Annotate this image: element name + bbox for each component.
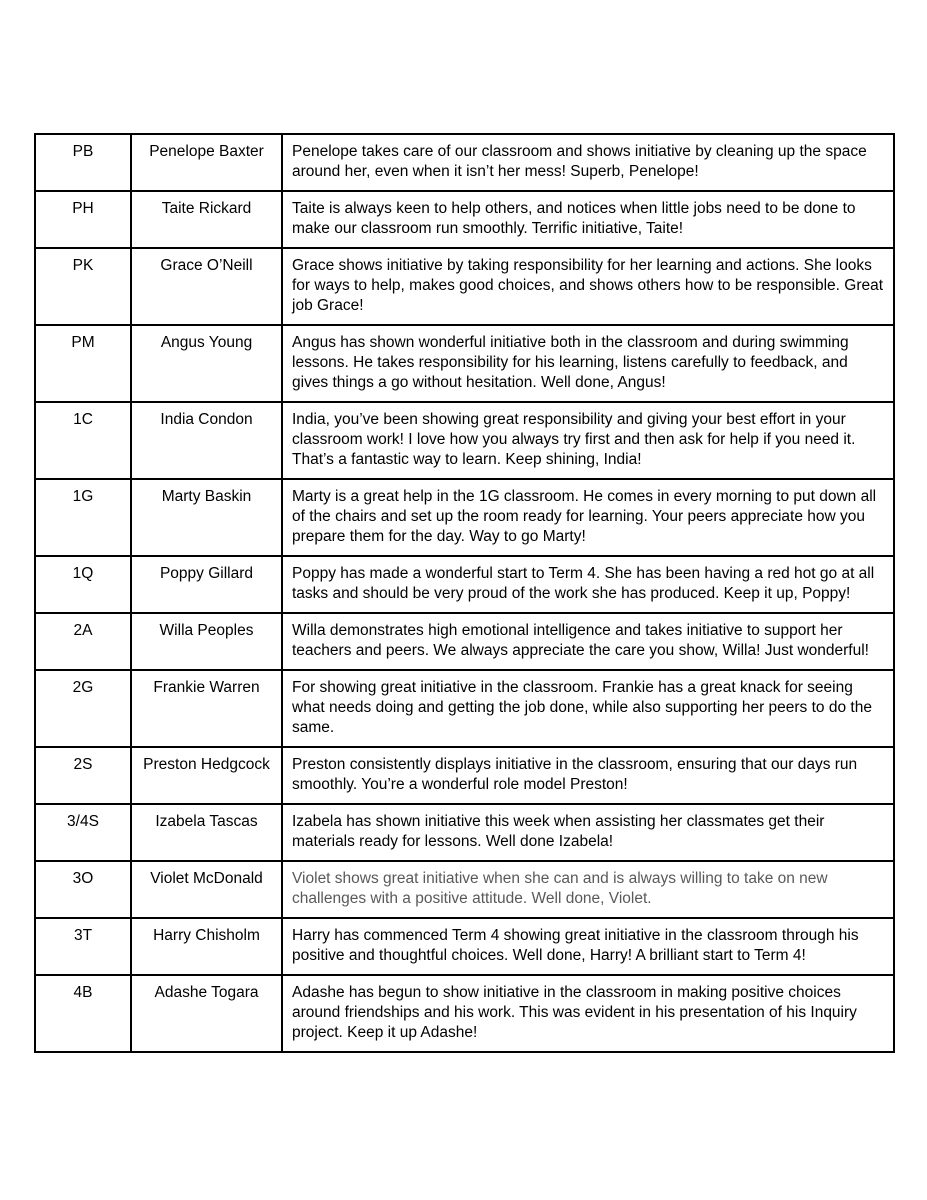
table-row: [35, 479, 894, 556]
table-row: [35, 402, 894, 479]
award-citation-cell: Preston consistently displays initiative in the classroom, ensuring that our days run smoothly. You’re a wonderful role model Preston!: [282, 747, 894, 804]
student-name-cell: Violet McDonald: [131, 861, 282, 918]
table-row: [35, 975, 894, 1052]
student-name-cell: India Condon: [131, 402, 282, 479]
student-name-cell: Preston Hedgcock: [131, 747, 282, 804]
table-row: [35, 670, 894, 747]
class-code-cell: 3T: [35, 918, 131, 975]
student-name-cell: Willa Peoples: [131, 613, 282, 670]
student-name-cell: Grace O’Neill: [131, 248, 282, 325]
student-name-cell: Izabela Tascas: [131, 804, 282, 861]
class-code-cell: 3O: [35, 861, 131, 918]
class-code-cell: 1C: [35, 402, 131, 479]
class-code-cell: 4B: [35, 975, 131, 1052]
award-citation-cell: Harry has commenced Term 4 showing great initiative in the classroom through his positive and thoughtful choices. Well done, Harry! A brilliant start to Term 4!: [282, 918, 894, 975]
class-code-cell: 2A: [35, 613, 131, 670]
class-code-cell: PH: [35, 191, 131, 248]
class-code-cell: PM: [35, 325, 131, 402]
student-name-cell: Frankie Warren: [131, 670, 282, 747]
table-row: [35, 861, 894, 918]
award-citation-cell: India, you’ve been showing great responsibility and giving your best effort in your classroom work! I love how you always try first and then ask for help if you need it. That’s a fantastic way to learn. Keep shining, India!: [282, 402, 894, 479]
student-name-cell: Taite Rickard: [131, 191, 282, 248]
table-row: [35, 134, 894, 191]
award-citation-cell: Izabela has shown initiative this week when assisting her classmates get their materials ready for lessons. Well done Izabela!: [282, 804, 894, 861]
award-citation-cell: Grace shows initiative by taking responsibility for her learning and actions. She looks for ways to help, makes good choices, and shows others how to be responsible. Great job Grace!: [282, 248, 894, 325]
award-citation-cell: Violet shows great initiative when she can and is always willing to take on new challenges with a positive attitude. Well done, Violet.: [282, 861, 894, 918]
table-row: [35, 613, 894, 670]
table-row: [35, 556, 894, 613]
award-citation-cell: For showing great initiative in the classroom. Frankie has a great knack for seeing what needs doing and getting the job done, while also supporting her peers to do the same.: [282, 670, 894, 747]
student-name-cell: Adashe Togara: [131, 975, 282, 1052]
student-name-cell: Poppy Gillard: [131, 556, 282, 613]
table-row: [35, 248, 894, 325]
award-citation-cell: Willa demonstrates high emotional intelligence and takes initiative to support her teachers and peers. We always appreciate the care you show, Willa! Just wonderful!: [282, 613, 894, 670]
student-awards-table: [34, 133, 895, 1053]
class-code-cell: PK: [35, 248, 131, 325]
award-citation-cell: Poppy has made a wonderful start to Term 4. She has been having a red hot go at all tasks and should be very proud of the work she has produced. Keep it up, Poppy!: [282, 556, 894, 613]
student-name-cell: Marty Baskin: [131, 479, 282, 556]
award-citation-cell: Adashe has begun to show initiative in the classroom in making positive choices around friendships and his work. This was evident in his presentation of his Inquiry project. Keep it up Adashe!: [282, 975, 894, 1052]
table-row: [35, 191, 894, 248]
class-code-cell: 1Q: [35, 556, 131, 613]
class-code-cell: PB: [35, 134, 131, 191]
award-citation-cell: Penelope takes care of our classroom and shows initiative by cleaning up the space around her, even when it isn’t her mess! Superb, Penelope!: [282, 134, 894, 191]
class-code-cell: 2G: [35, 670, 131, 747]
student-name-cell: Harry Chisholm: [131, 918, 282, 975]
table-row: [35, 747, 894, 804]
student-name-cell: Angus Young: [131, 325, 282, 402]
award-citation-cell: Marty is a great help in the 1G classroom. He comes in every morning to put down all of the chairs and set up the room ready for learning. Your peers appreciate how you prepare them for the day. Way to go Marty!: [282, 479, 894, 556]
table-row: [35, 804, 894, 861]
table-row: [35, 918, 894, 975]
class-code-cell: 3/4S: [35, 804, 131, 861]
award-citation-cell: Angus has shown wonderful initiative both in the classroom and during swimming lessons. He takes responsibility for his learning, listens carefully to feedback, and gives things a go without hesitation. Well done, Angus!: [282, 325, 894, 402]
student-name-cell: Penelope Baxter: [131, 134, 282, 191]
class-code-cell: 2S: [35, 747, 131, 804]
award-citation-cell: Taite is always keen to help others, and notices when little jobs need to be done to make our classroom run smoothly. Terrific initiative, Taite!: [282, 191, 894, 248]
class-code-cell: 1G: [35, 479, 131, 556]
table-row: [35, 325, 894, 402]
awards-table-body: [35, 134, 894, 1052]
